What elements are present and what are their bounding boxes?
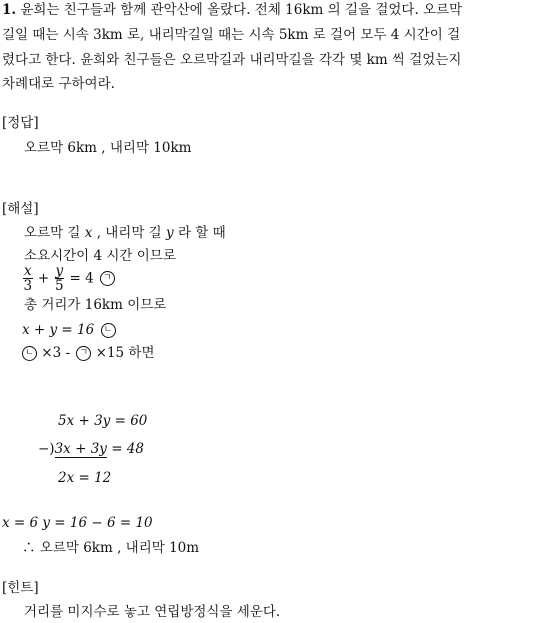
circled-giyeok-label: ㄱ bbox=[100, 271, 115, 286]
explanation-line-4: 총 거리가 16km 이므로 bbox=[24, 297, 167, 313]
equation-2: x + y = 16 ㄴ bbox=[22, 323, 116, 338]
fraction-x-over-3: $\frac{x}{3}$ bbox=[23, 263, 33, 294]
hint-text: 거리를 미지수로 놓고 연립방정식을 세운다. bbox=[24, 604, 281, 620]
problem-line-2: 길일 때는 시속 3km 로, 내리막길일 때는 시속 5km 로 걸어 모두 4 시간이 걸 bbox=[2, 27, 461, 43]
calc-line-2: −)3x + 3y = 48 bbox=[38, 441, 144, 457]
therefore-line: ∴ 오르막 6km , 내리막 10m bbox=[22, 540, 200, 556]
explanation-line-6: ㄴ ×3 - ㄱ ×15 하면 bbox=[22, 346, 155, 361]
problem-line-4: 차례대로 구하여라. bbox=[2, 76, 115, 92]
circled-giyeok-label: ㄱ bbox=[76, 346, 91, 361]
hint-heading: [힌트] bbox=[2, 580, 39, 596]
explanation-line-1: 오르막 길 x , 내리막 길 y 라 할 때 bbox=[24, 225, 226, 241]
answer-heading: [정답] bbox=[2, 115, 39, 131]
explanation-line-2: 소요시간이 4 시간 이므로 bbox=[24, 248, 176, 264]
circled-nieun-label: ㄴ bbox=[22, 346, 37, 361]
fraction-y-over-5: $\frac{y}{5}$ bbox=[55, 263, 64, 294]
answer-text: 오르막 6km , 내리막 10km bbox=[24, 140, 192, 156]
problem-line-1: 윤희는 친구들과 함께 관악산에 올랐다. 전체 16km 의 길을 걸었다. 오르막 bbox=[20, 2, 463, 18]
equation-1: $\frac{x}{3}$ + $\frac{y}{5}$ = 4 ㄱ bbox=[22, 264, 115, 293]
problem-line-3: 렸다고 한다. 윤희와 친구들은 오르막길과 내리막길을 각각 몇 km 씩 걸었는지 bbox=[2, 52, 462, 68]
problem-statement bbox=[2, 4, 462, 18]
calc-line-1: 5x + 3y = 60 bbox=[58, 413, 148, 429]
explanation-heading: [해설] bbox=[2, 201, 39, 217]
calc-line-3: 2x = 12 bbox=[58, 470, 112, 486]
result-line: x = 6 y = 16 − 6 = 10 bbox=[2, 515, 153, 531]
problem-number: 1. bbox=[2, 2, 17, 18]
circled-nieun-label: ㄴ bbox=[101, 323, 116, 338]
